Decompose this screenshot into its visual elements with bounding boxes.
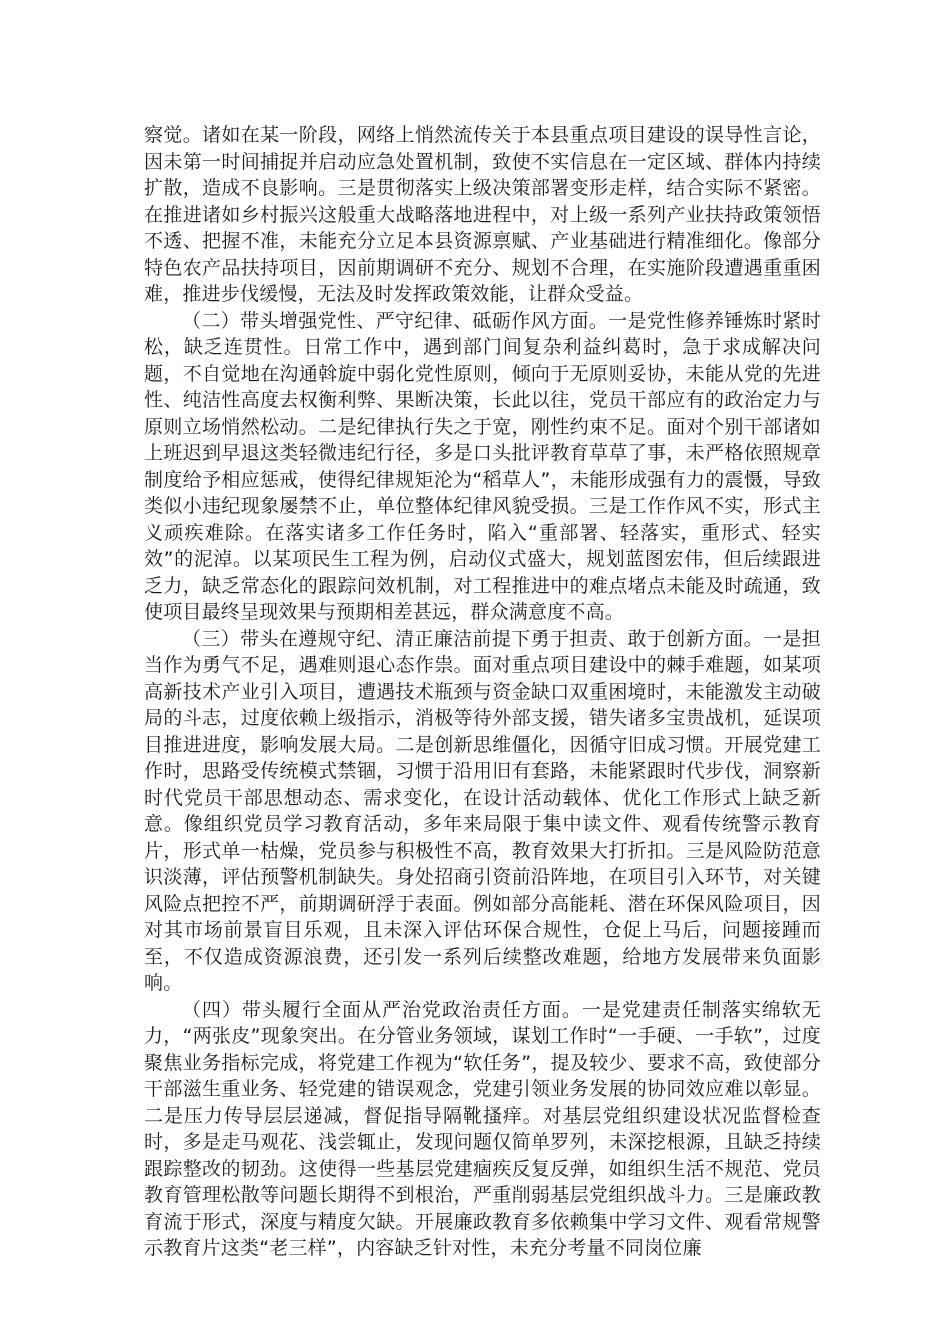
paragraph-section-4: （四）带头履行全面从严治党政治责任方面。一是党建责任制落实绵软无力，“两张皮”现象突出。在分管业务领域，谋划工作时“一手硬、一手软”，过度聚焦业务指标完成，将党建工作视为“软任务”，提及较少、要求不高，致使部分干部滋生重业务、轻党建的错误观念，党建引领业务发展的协同效应难以彰显。二是压力传导层层递减，督促指导隔靴搔痒。对基层党组织建设状况监督检查时，多是走马观花、浅尝辄止，发现问题仅简单罗列，未深挖根源，且缺乏持续跟踪整改的韧劲。这使得一些基层党建痼疾反复反弹，如组织生活不规范、党员教育管理松散等问题长期得不到根治，严重削弱基层党组织战斗力。三是廉政教育流于形式，深度与精度欠缺。开展廉政教育多依赖集中学习文件、观看常规警示教育片这类“老三样”，内容缺乏针对性，未充分考量不同岗位廉 bbox=[144, 998, 821, 1259]
paragraph-continuation: 察觉。诸如在某一阶段，网络上悄然流传关于本县重点项目建设的误导性言论，因未第一时间捕捉并启动应急处置机制，致使不实信息在一定区域、群体内持续扩散，造成不良影响。三是贯彻落实上级决策部署变形走样，结合实际不紧密。在推进诸如乡村振兴这般重大战略落地进程中，对上级一系列产业扶持政策领悟不透、把握不准，未能充分立足本县资源禀赋、产业基础进行精准细化。像部分特色农产品扶持项目，因前期调研不充分、规划不合理，在实施阶段遭遇重重困难，推进步伐缓慢，无法及时发挥政策效能，让群众受益。 bbox=[144, 124, 821, 305]
paragraph-section-2: （二）带头增强党性、严守纪律、砥砺作风方面。一是党性修养锤炼时紧时松，缺乏连贯性。日常工作中，遇到部门间复杂利益纠葛时，急于求成解决问题，不自觉地在沟通斡旋中弱化党性原则，倾向于无原则妥协，未能从党的先进性、纯洁性高度去权衡利弊、果断决策，长此以往，党员干部应有的政治定力与原则立场悄然松动。二是纪律执行失之于宽，刚性约束不足。面对个别干部诸如上班迟到早退这类轻微违纪行径，多是口头批评教育草草了事，未严格依照规章制度给予相应惩戒，使得纪律规矩沦为“稻草人”，未能形成强有力的震慑，导致类似小违纪现象屡禁不止，单位整体纪律风貌受损。三是工作作风不实，形式主义顽疾难除。在落实诸多工作任务时，陷入“重部署、轻落实，重形式、轻实效”的泥淖。以某项民生工程为例，启动仪式盛大，规划蓝图宏伟，但后续跟进乏力，缺乏常态化的跟踪问效机制，对工程推进中的难点堵点未能及时疏通，致使项目最终呈现效果与预期相差甚远，群众满意度不高。 bbox=[144, 309, 821, 623]
paragraph-section-3: （三）带头在遵规守纪、清正廉洁前提下勇于担责、敢于创新方面。一是担当作为勇气不足，遇难则退心态作祟。面对重点项目建设中的棘手难题，如某项高新技术产业引入项目，遭遇技术瓶颈与资金缺口双重困境时，未能激发主动破局的斗志，过度依赖上级指示，消极等待外部支援，错失诸多宝贵战机，延误项目推进进度，影响发展大局。二是创新思维僵化，因循守旧成习惯。开展党建工作时，思路受传统模式禁锢，习惯于沿用旧有套路，未能紧跟时代步伐，洞察新时代党员干部思想动态、需求变化，在设计活动载体、优化工作形式上缺乏新意。像组织党员学习教育活动，多年来局限于集中读文件、观看传统警示教育片，形式单一枯燥，党员参与积极性不高，教育效果大打折扣。三是风险防范意识淡薄，评估预警机制缺失。身处招商引资前沿阵地，在项目引入环节，对关键风险点把控不严，前期调研浮于表面。例如部分高能耗、潜在环保风险项目，因对其市场前景盲目乐观，且未深入评估环保合规性，仓促上马后，问题接踵而至，不仅造成资源浪费，还引发一系列后续整改难题，给地方发展带来负面影响。 bbox=[144, 627, 821, 994]
document-body bbox=[144, 122, 821, 1262]
